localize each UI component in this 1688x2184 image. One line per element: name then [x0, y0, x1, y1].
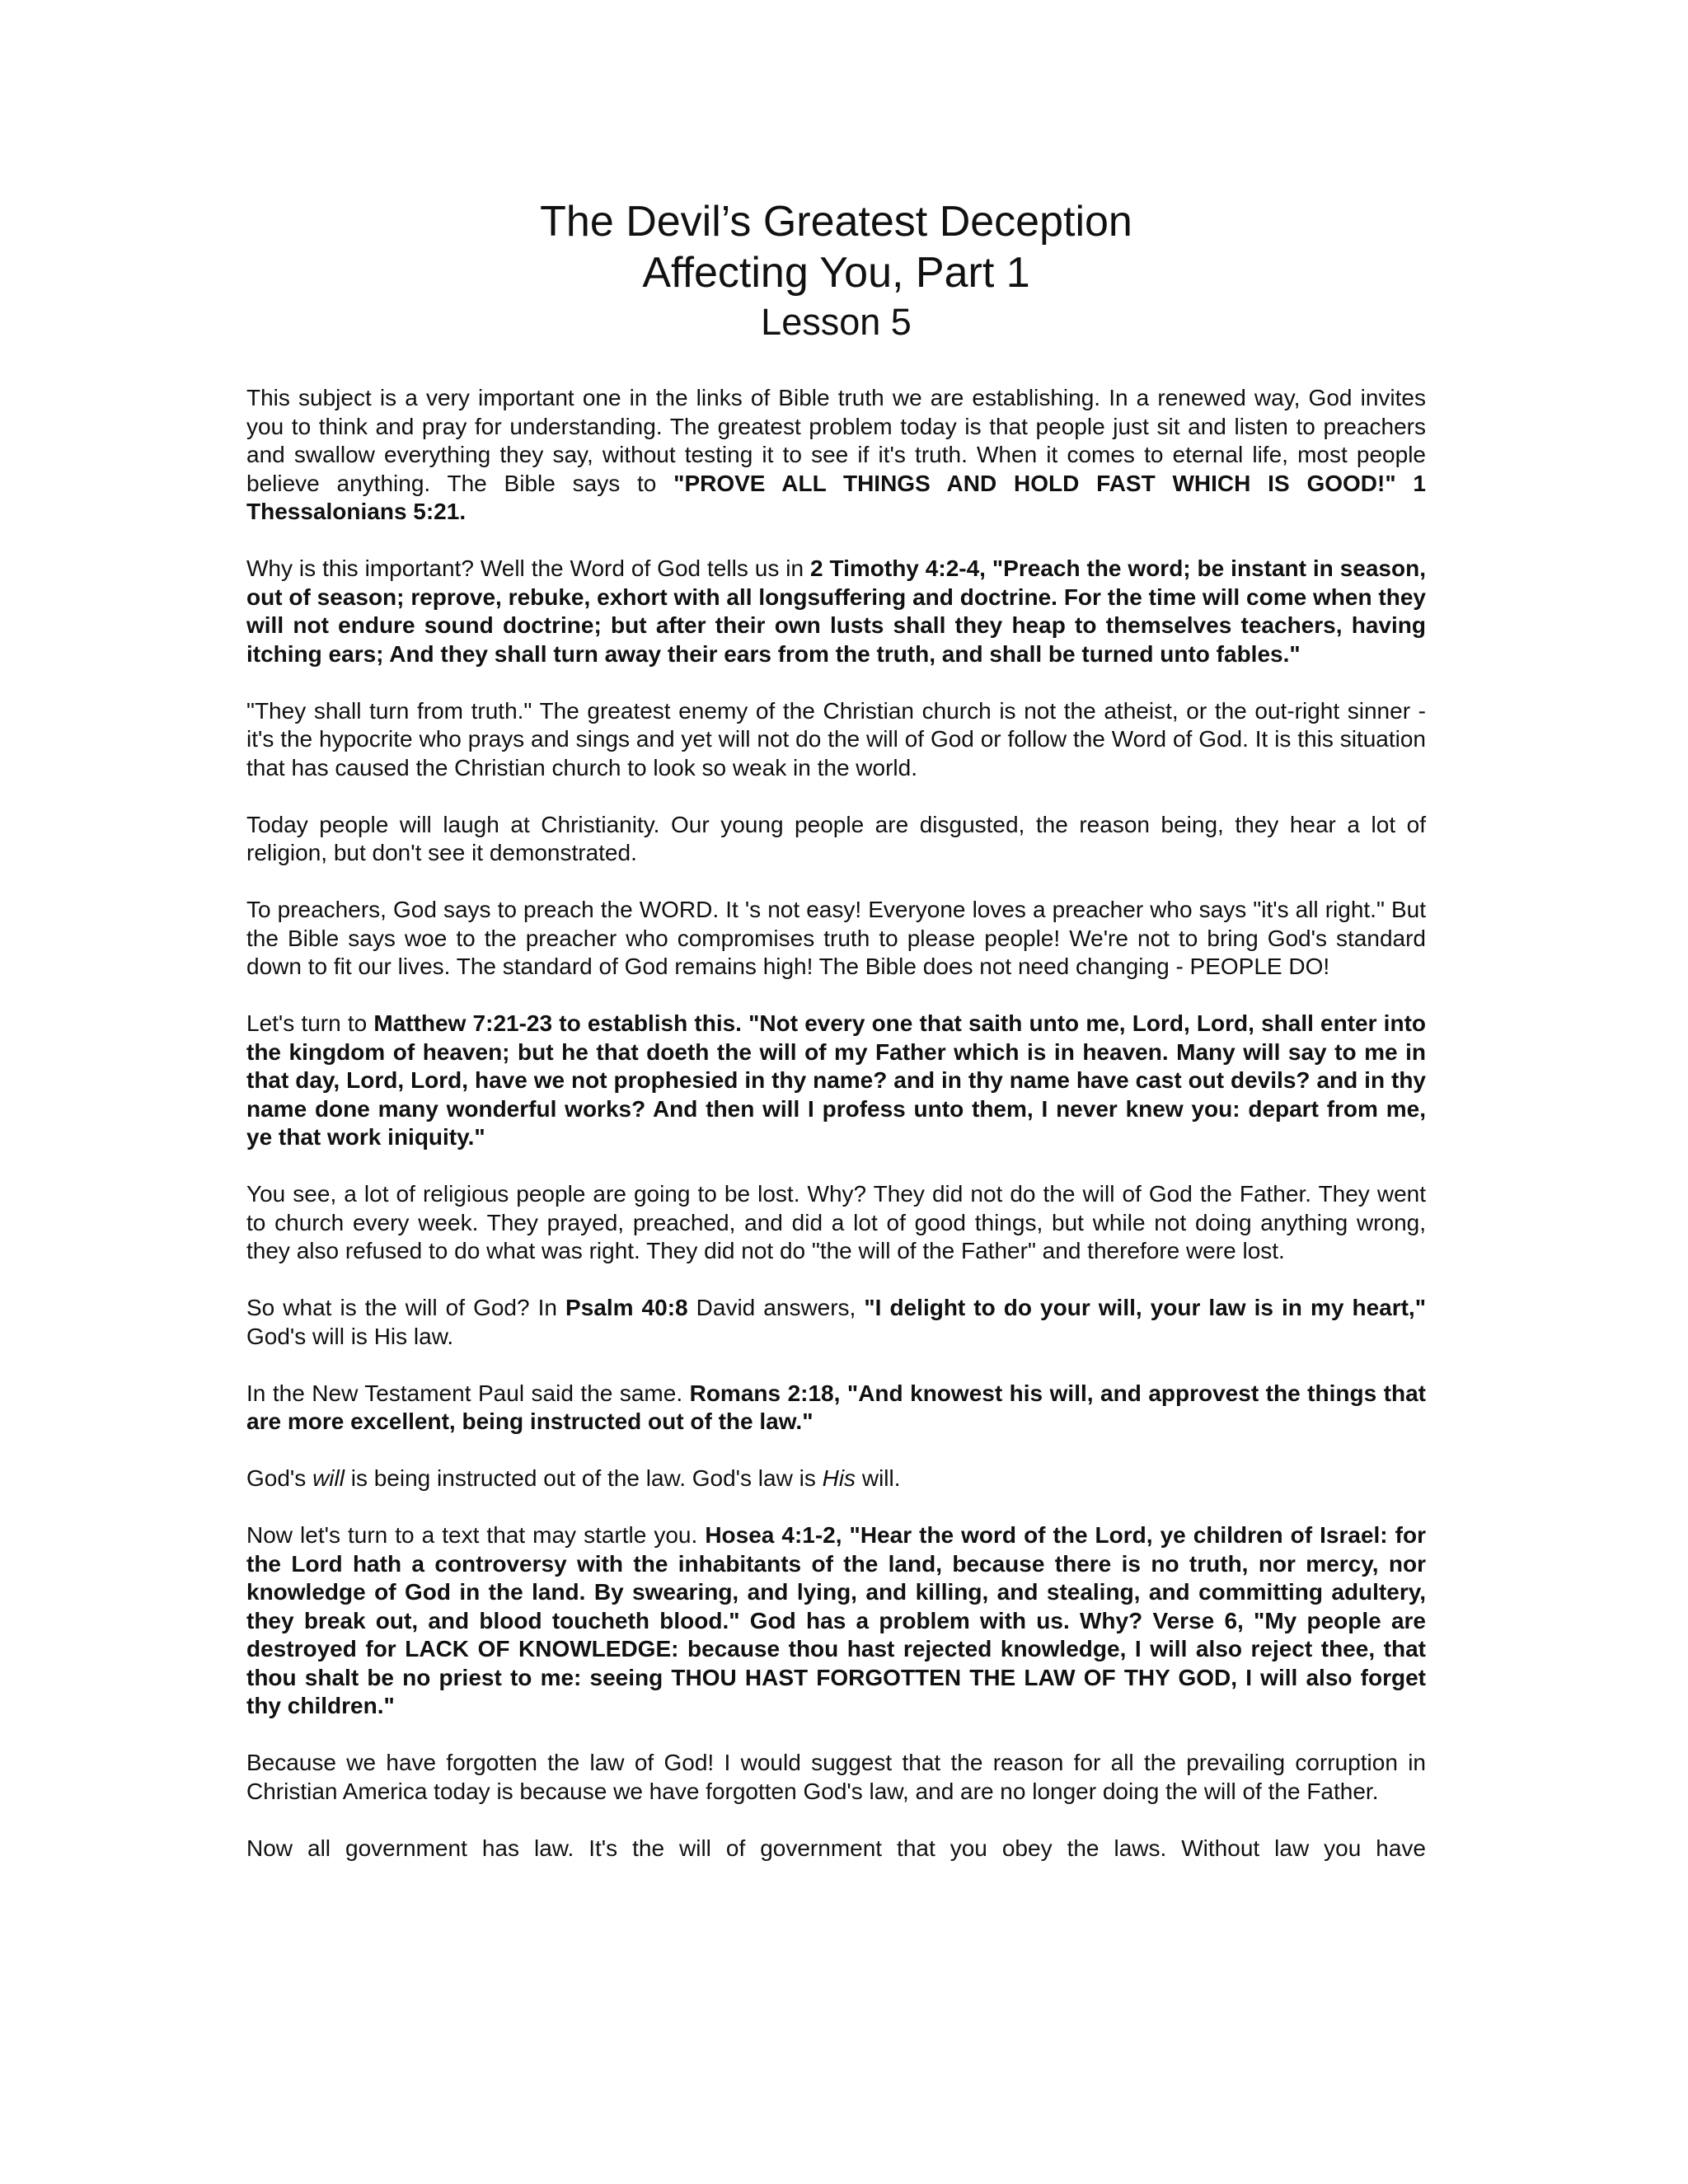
body-run: To preachers, God says to preach the WORD. It 's not easy! Everyone loves a preacher who says "it's all right." But the Bible says woe to the preacher who compromises truth to please people! We're not to bring God's standard down to fit our lives. The standard of God remains high! The Bible does not need changing - PEOPLE DO!	[246, 897, 1426, 979]
paragraph-p7	[246, 1180, 1426, 1266]
paragraph-p12	[246, 1749, 1426, 1806]
paragraph-p4	[246, 811, 1426, 868]
paragraph-p13	[246, 1835, 1426, 1863]
scripture-text: 2 Timothy 4:2-4, "Preach the word; be instant in season, out of season; reprove, rebuke, exhort with all longsuffering and doctrine. For the time will come when they will not endure sound doctrine; but after their own lusts shall they heap to themselves teachers, having itching ears; And they shall turn away their ears from the truth, and shall be turned unto fables."	[246, 555, 1426, 667]
lesson-number: Lesson 5	[761, 301, 912, 343]
paragraph-p11	[246, 1521, 1426, 1721]
paragraph-p2	[246, 555, 1426, 668]
document-title: The Devil’s Greatest Deception	[540, 198, 1132, 246]
scripture-text: "I delight to do your will, your law is in my heart,"	[864, 1295, 1426, 1320]
body-run: This subject is a very important one in the links of Bible truth we are establishing. In a renewed way, God invites you to think and pray for understanding. The greatest problem today is that people just sit and listen to preachers and swallow everything they say, without testing it to see if it's truth. When it comes to eternal life, most people believe anything. The Bible says to	[246, 385, 1426, 496]
body-run: So what is the will of God? In	[246, 1295, 566, 1320]
body-run: God's will is His law.	[246, 1323, 454, 1349]
scripture-text: Matthew 7:21-23 to establish this. "Not every one that saith unto me, Lord, Lord, shall enter into the kingdom of heaven; but he that doeth the will of my Father which is in heaven. Many will say to me in that day, Lord, Lord, have we not prophesied in thy name? and in thy name have cast out devils? and in thy name done many wonderful works? And then will I profess unto them, I never knew you: depart from me, ye that work iniquity."	[246, 1010, 1426, 1150]
body-run: will.	[856, 1465, 901, 1491]
body-run: Today people will laugh at Christianity. Our young people are disgusted, the reason being, they hear a lot of religion, but don't see it demonstrated.	[246, 811, 1426, 865]
paragraph-p10	[246, 1465, 1426, 1493]
paragraph-p9	[246, 1380, 1426, 1436]
paragraph-p1	[246, 384, 1426, 527]
document-title-line-2: Affecting You, Part 1	[642, 249, 1030, 297]
paragraph-p8	[246, 1294, 1426, 1351]
body-run: David answers,	[687, 1295, 865, 1320]
document-page	[246, 196, 1426, 1891]
emphasis-text: His	[822, 1465, 856, 1491]
paragraph-p5	[246, 896, 1426, 982]
body-run: In the New Testament Paul said the same.	[246, 1380, 690, 1406]
body-run: You see, a lot of religious people are going to be lost. Why? They did not do the will of God the Father. They went to church every week. They prayed, preached, and did a lot of good things, but while not doing anything wrong, they also refused to do what was right. They did not do "the will of the Father" and therefore were lost.	[246, 1181, 1426, 1263]
paragraph-p6	[246, 1010, 1426, 1152]
scripture-text: "PROVE ALL THINGS AND HOLD FAST WHICH IS GOOD!" 1 Thessalonians 5:21.	[246, 470, 1426, 524]
body-run: "They shall turn from truth." The greatest enemy of the Christian church is not the atheist, or the out-right sinner - it's the hypocrite who prays and sings and yet will not do the will of God or follow the Word of God. It is this situation that has caused the Christian church to look so weak in the world.	[246, 697, 1426, 780]
title-block	[246, 196, 1426, 346]
body-run: Why is this important? Well the Word of God tells us in	[246, 555, 810, 581]
body-run: Now let's turn to a text that may startle you.	[246, 1522, 706, 1548]
emphasis-text: will	[312, 1465, 345, 1491]
body-run: is being instructed out of the law. God's law is	[344, 1465, 823, 1491]
body-text	[246, 384, 1426, 1863]
body-run: Because we have forgotten the law of God! I would suggest that the reason for all the prevailing corruption in Christian America today is because we have forgotten God's law, and are no longer doing the will of the Father.	[246, 1750, 1426, 1804]
body-run: Now all government has law. It's the will of government that you obey the laws. Without law you have	[246, 1835, 1426, 1861]
scripture-text: Romans 2:18, "And knowest his will, and approvest the things that are more excellent, being instructed out of the law."	[246, 1380, 1426, 1434]
body-run: Let's turn to	[246, 1010, 374, 1036]
scripture-text: Hosea 4:1-2, "Hear the word of the Lord, ye children of Israel: for the Lord hath a controversy with the inhabitants of the land, because there is no truth, nor mercy, nor knowledge of God in the land. By swearing, and lying, and killing, and stealing, and committing adultery, they break out, and blood toucheth blood." God has a problem with us. Why? Verse 6, "My people are destroyed for LACK OF KNOWLEDGE: because thou hast rejected knowledge, I will also reject thee, that thou shalt be no priest to me: seeing THOU HAST FORGOTTEN THE LAW OF THY GOD, I will also forget thy children."	[246, 1522, 1426, 1718]
body-run: God's	[246, 1465, 313, 1491]
paragraph-p3	[246, 697, 1426, 783]
scripture-text: Psalm 40:8	[565, 1295, 688, 1320]
